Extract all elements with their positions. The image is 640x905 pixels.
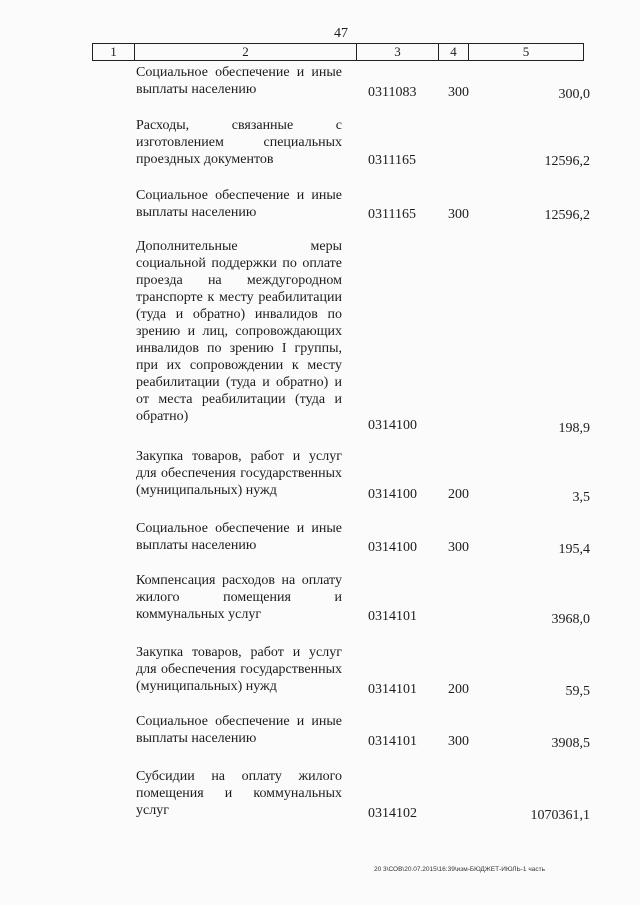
row-name: Закупка товаров, работ и услуг для обеспечения государственных (муниципальных) нужд bbox=[136, 449, 342, 498]
row-code: 0311165 bbox=[368, 153, 416, 168]
row-type: 200 bbox=[448, 682, 469, 697]
row-code: 0314102 bbox=[368, 806, 417, 821]
row-code: 0314101 bbox=[368, 734, 417, 749]
header-col-1: 1 bbox=[93, 44, 135, 60]
row-code: 0314100 bbox=[368, 487, 417, 502]
row-amount: 3968,0 bbox=[551, 612, 590, 627]
row-name: Социальное обеспечение и иные выплаты населению bbox=[136, 521, 342, 553]
header-col-3: 3 bbox=[357, 44, 439, 60]
row-amount: 3908,5 bbox=[551, 736, 590, 751]
row-name: Дополнительные меры социальной поддержки по оплате проезда на междугородном транспорте к месту реабилитации (туда и обратно) инвалидов по зрению и лиц, сопровождающих инвалидов по зрению I группы, при их сопровождении к месту реабилитации (туда и обратно) и от места реабилитации (туда и обратно) bbox=[136, 239, 342, 424]
row-amount: 198,9 bbox=[558, 421, 590, 436]
row-type: 300 bbox=[448, 540, 469, 555]
header-col-4: 4 bbox=[439, 44, 469, 60]
row-type: 300 bbox=[448, 85, 469, 100]
row-type: 300 bbox=[448, 734, 469, 749]
table-header bbox=[92, 43, 584, 61]
row-amount: 1070361,1 bbox=[530, 808, 590, 823]
row-code: 0314100 bbox=[368, 540, 417, 555]
header-col-2: 2 bbox=[135, 44, 357, 60]
row-code: 0314100 bbox=[368, 418, 417, 433]
row-name: Закупка товаров, работ и услуг для обеспечения государственных (муниципальных) нужд bbox=[136, 645, 342, 694]
row-name: Социальное обеспечение и иные выплаты населению bbox=[136, 65, 342, 97]
row-amount: 195,4 bbox=[558, 542, 590, 557]
row-amount: 12596,2 bbox=[544, 208, 590, 223]
row-amount: 59,5 bbox=[565, 684, 590, 699]
row-code: 0314101 bbox=[368, 609, 417, 624]
row-name: Социальное обеспечение и иные выплаты населению bbox=[136, 188, 342, 220]
row-name: Расходы, связанные с изготовлением специальных проездных документов bbox=[136, 118, 342, 167]
page-number: 47 bbox=[334, 26, 348, 41]
header-col-5: 5 bbox=[522, 44, 530, 59]
row-amount: 3,5 bbox=[572, 490, 590, 505]
row-code: 0311165 bbox=[368, 207, 416, 222]
row-code: 0314101 bbox=[368, 682, 417, 697]
row-type: 300 bbox=[448, 207, 469, 222]
row-amount: 300,0 bbox=[558, 87, 590, 102]
row-name: Субсидии на оплату жилого помещения и коммунальных услуг bbox=[136, 769, 342, 818]
row-name: Социальное обеспечение и иные выплаты населению bbox=[136, 714, 342, 746]
row-code: 0311083 bbox=[368, 85, 417, 100]
row-amount: 12596,2 bbox=[544, 154, 590, 169]
document-footer: 20 3\СОВ\20.07.2015\16:39\изм-БЮДЖЕТ-ИЮЛЬ-1 часть bbox=[374, 866, 545, 873]
row-type: 200 bbox=[448, 487, 469, 502]
row-name: Компенсация расходов на оплату жилого помещения и коммунальных услуг bbox=[136, 573, 342, 622]
